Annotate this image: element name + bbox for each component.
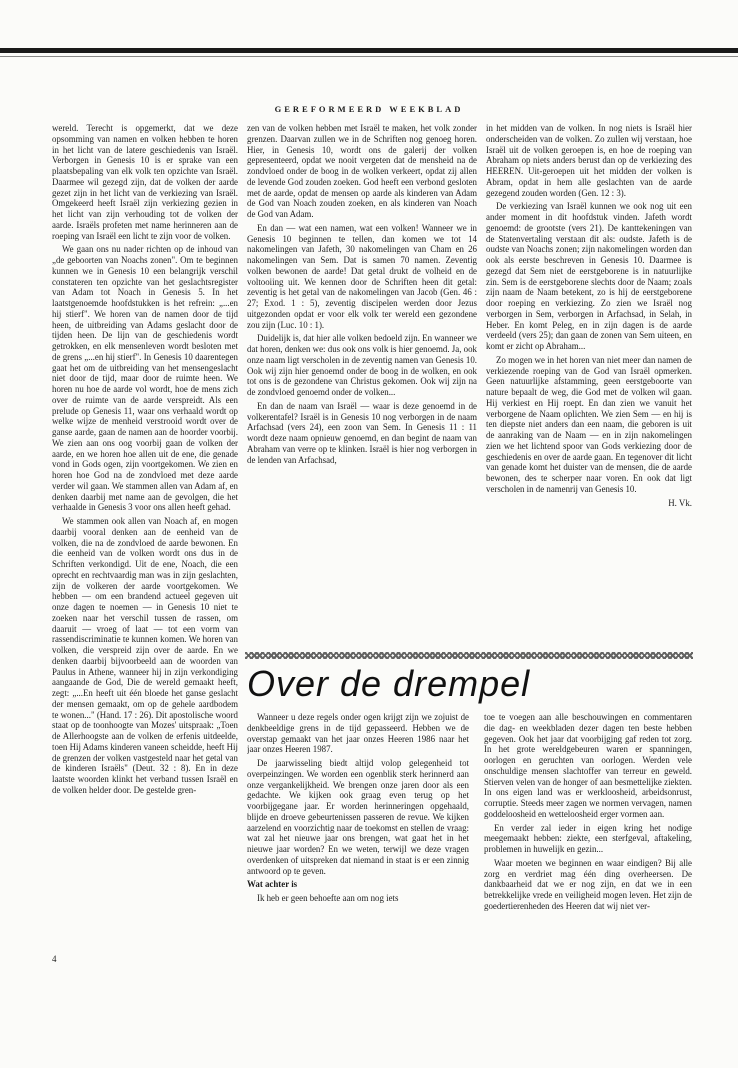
paragraph: We stammen ook allen van Noach af, en mogen daarbij vooral denken aan de eenheid van de volken, die na de zondvloed de aarde bewonen. En die eenheid van de volken wordt ons dus in de Schriften verkondigd. Uit de ene, Noach, die een oprecht en rechtvaardig man was in zijn geslachten, zijn de volkeren der aarde voortgekomen. We hebben — om een brandend actueel gegeven uit onze dagen te noemen — in Genesis 10 niet te zoeken naar het verschil tussen de rassen, om daaruit — vroeg of laat — tot een vorm van rassendiscriminatie te kunnen komen. We horen van volken, die verspreid zijn over de aarde. En we denken daarbij bijvoorbeeld aan de woorden van Paulus in Athene, wanneer hij in zijn verkondiging aangaande de God, Die de wereld gemaakt heeft, zegt: „...En heeft uit één bloede het ganse geslacht der mensen gemaakt, om op de gehele aardbodem te wonen..." (Hand. 17 : 26). Dit apostolische woord staat op de toonhoogte van Mozes' uitspraak: „Toen de Allerhoogste aan de volken de erfenis uitdeelde, toen Hij Adams kinderen vaneen scheidde, heeft Hij de grenzen der volken vastgesteld naar het getal van de kinderen Israëls" (Deut. 32 : 8). En in deze laatste woorden klinkt het verband tussen Israël en de volken helder door. De gestelde gren- [52,516,238,795]
paragraph: Zo mogen we in het horen van niet meer dan namen de verkiezende roeping van de God van Israël opmerken. Geen natuurlijke afstamming, geen eerstgeboorte van nature bepaalt de weg, die God met de volken wil gaan. Hij verkiest en Hij roept. En dan zien we vanuit het verborgene de Naam oplichten. We zien Sem — en hij is ten diepste niet anders dan een naam, die geboren is uit de aanraking van de Naam — en in zijn nakomelingen zien we het lichtend spoor van Gods verkiezing door de geschiedenis en over de aarde gaan. En tegenover dit licht van genade komt het duister van de mensen, die de aarde bewonen, des te scherper naar voren. En ook dat ligt verscholen in de namenrij van Genesis 10. [486,354,692,494]
article2-column2 [484,712,692,942]
paragraph: zen van de volken hebben met Israël te maken, het volk zonder grenzen. Daarvan zullen we in de Schriften nog genoeg horen. Hier, in Genesis 10, wordt ons de galerij der volken gepresenteerd, opdat we nooit vergeten dat de mensheid na de zondvloed onder de boog in de wolken verkeert, opdat zij allen de levende God zouden zoeken. God heeft een verbond gesloten met de aarde, opdat de mensen op aarde als kinderen van Adam de God van Noach zouden zoeken, en als kinderen van Noach de God van Adam. [247,123,477,219]
paragraph: toe te voegen aan alle beschouwingen en commentaren die dag- en weekbladen dezer dagen ten beste hebben gegeven. Ook het jaar dat voorbijging gaf reden tot zorg. In het grote wereldgebeuren waren er spanningen, oorlogen en geruchten van oorlogen. Werden vele onschuldige mensen slachtoffer van terreur en geweld. Stierven velen van de honger of aan besmettelijke ziekten. In ons eigen land was er werkloosheid, arbeidsonrust, corruptie. Steeds meer zagen we normen vervagen, namen goddeloosheid en wetteloosheid erger vormen aan. [484,712,692,819]
decorative-divider [245,652,693,659]
paragraph: De verkiezing van Israël kunnen we ook nog uit een ander moment in dit hoofdstuk vinden. Jafeth wordt genoemd: de grootste (vers 21). De kanttekeningen van de Statenvertaling verstaan dit als: oudste. Jafeth is de oudste van Noachs zonen; zijn nakomelingen worden dan ook als eerste beschreven in Genesis 10. Daarmee is gezegd dat Sem niet de eerstgeborene is in natuurlijke zin. Sem is de eerstgeborene slechts door de Naam; zoals zijn naam de Naam betekent, zo is hij de eerstgeborene door roeping en verkiezing. Zo zien we Israël nog verborgen in Sem, verborgen in Arfachsad, in Selah, in Heber. En komt Peleg, en in zijn dagen is de aarde verdeeld (vers 25); dan gaan de zonen van Sem uiteen, en komt er zicht op Abraham... [486,201,692,351]
subheading: Wat achter is [247,879,298,890]
article1-column2 [247,123,477,646]
top-rule-thin [0,56,738,57]
paragraph: Ik heb er geen behoefte aan om nog iets [257,893,399,903]
top-rule [0,48,738,53]
paragraph: in het midden van de volken. In nog niets is Israël hier onderscheiden van de volken. Zo zullen wij verstaan, hoe Israël uit de volken geroepen is, en hoe de roeping van Abraham op niets anders berust dan op de verkiezing des HEEREN. Uit-geroepen uit het midden der volken is Abram, opdat in hem alle geslachten van de aarde gezegend zouden worden (Gen. 12 : 3). [486,123,692,198]
article1-column1 [52,123,238,943]
author-signature: H. Vk. [668,497,692,508]
article2-title: Over de drempel [247,663,531,704]
article1-column3 [486,123,692,646]
page-number: 4 [52,954,57,964]
paragraph: Wanneer u deze regels onder ogen krijgt zijn we zojuist de denkbeeldige grens in de tijd gepasseerd. Hebben we de overstap gemaakt van het jaar onzes Heeren 1986 naar het jaar onzes Heeren 1987. [247,712,469,755]
paragraph: En dan — wat een namen, wat een volken! Wanneer we in Genesis 10 beginnen te tellen, dan komen we tot 14 nakomelingen van Jafeth, 30 nakomelingen van Cham en 26 nakomelingen van Sem. Dat is samen 70 namen. Zeventig volken bewonen de aarde! Dat getal drukt de volheid en de voltooiing uit. We kennen door de Schriften heen dit getal: zeventig is het getal van de nakomelingen van Jacob (Gen. 46 : 27; Exod. 1 : 5), zeventig discipelen werden door Jezus uitgezonden opdat er voor elk volk ter wereld een gezondene zou zijn (Luc. 10 : 1). [247,222,477,330]
paragraph: En verder zal ieder in eigen kring het nodige meegemaakt hebben: ziekte, een sterfgeval, aftakeling, problemen in huwelijk en gezin... [484,822,692,854]
paragraph: Waar moeten we beginnen en waar eindigen? Bij alle zorg en verdriet mag één ding overheersen. De dankbaarheid dat we er nog zijn, en dat we in een betrekkelijke vrede en veiligheid mogen leven. Het zijn de goedertierenheden des Heeren dat wij niet ver- [484,857,692,911]
paragraph: We gaan ons nu nader richten op de inhoud van „de geboorten van Noachs zonen". Om te beginnen kunnen we in Genesis 10 een belangrijk verschil constateren ten opzichte van het geslachtsregister van Adam tot Noach in Genesis 5. In het laatstgenoemde hoofdstukken is het refrein: „...en hij stierf". We horen van de namen door de tijd heen, de uitbreiding van Adams geslacht door de tijden heen. De lijn van de geschiedenis wordt getrokken, en elk mensenleven wordt besloten met de grens „...en hij stierf". In Genesis 10 daarentegen gaat het om de uitbreiding van het mensengeslacht niet door de tijd, maar door de ruimte heen. We horen nu hoe de aarde vol wordt, hoe de mens zich over de ruimte van de aarde verspreidt. Als een prelude op Genesis 11, waar ons verhaald wordt op welke wijze de menheid verstrooid wordt over de ganse aarde, gaan de namen aan de hoorder voorbij. We zien aan ons oog voorbij gaan de volken der aarde, en we horen hoe allen uit de ene, die genade vond in Gods ogen, zijn voortgekomen. We zien en horen hoe God na de zondvloed met deze aarde verder wil gaan. We stammen allen van Adam af, en denken daarbij met name aan de gevolgen, die het verhaalde in Genesis 3 voor ons allen heeft gehad. [52,244,238,513]
article2-column1 [247,712,469,942]
paragraph: En dan de naam van Israël — waar is deze genoemd in de volkerentafel? Israël is in Genesis 10 nog verborgen in de naam Arfachsad (vers 24), een zoon van Sem. In Genesis 11 : 11 wordt deze naam opnieuw genoemd, en dan begint de naam van Abraham van verre op te klinken. Israël is hier nog verborgen in de lenden van Arfachsad, [247,400,477,465]
paragraph: Duidelijk is, dat hier alle volken bedoeld zijn. En wanneer we dat horen, denken we: dus ook ons volk is hier genoemd. Ja, ook onze naam ligt verscholen in de zeventig namen van Genesis 10. Ook wij zijn hier genoemd onder de boog in de wolken, en ook tot ons is de gezondene van Christus gekomen. Ook wij zijn na de zondvloed genoemd onder de volken... [247,333,477,397]
paragraph: De jaarwisseling biedt altijd volop gelegenheid tot overpeinzingen. We worden een ogenblik sterk herinnerd aan onze vergankelijkheid. We brengen onze jaren door als een gedachte. We kijken ook graag even terug op het voorbijgegane jaar. Er worden herinneringen opgehaald, blijde en droeve gebeurtenissen passeren de revue. We kijken aarzelend en voorzichtig naar de toekomst en stellen de vraag: wat zal het nieuwe jaar ons brengen, wat gaat het in het nieuwe jaar worden? En we weten, terwijl we deze vragen overdenken of uitspreken dat niemand in staat is er een zinnig antwoord op te geven. [247,758,469,876]
paragraph: wereld. Terecht is opgemerkt, dat we deze opsomming van namen en volken hebben te horen in het licht van de latere geschiedenis van Israël. Verborgen in Genesis 10 is er sprake van een plaatsbepaling van elk volk ten opzichte van Israël. Daarmee wil gezegd zijn, dat de volken der aarde gezet zijn in het licht van de verkiezing van Israël. Omgekeerd heeft Israël zijn verkiezing gezien in het licht van zijn verhouding tot de volken der aarde. Israëls profeten met name herinneren aan de roeping van Israël een licht te zijn voor de volken. [52,123,238,241]
running-header: GEREFORMEERD WEEKBLAD [274,104,464,114]
